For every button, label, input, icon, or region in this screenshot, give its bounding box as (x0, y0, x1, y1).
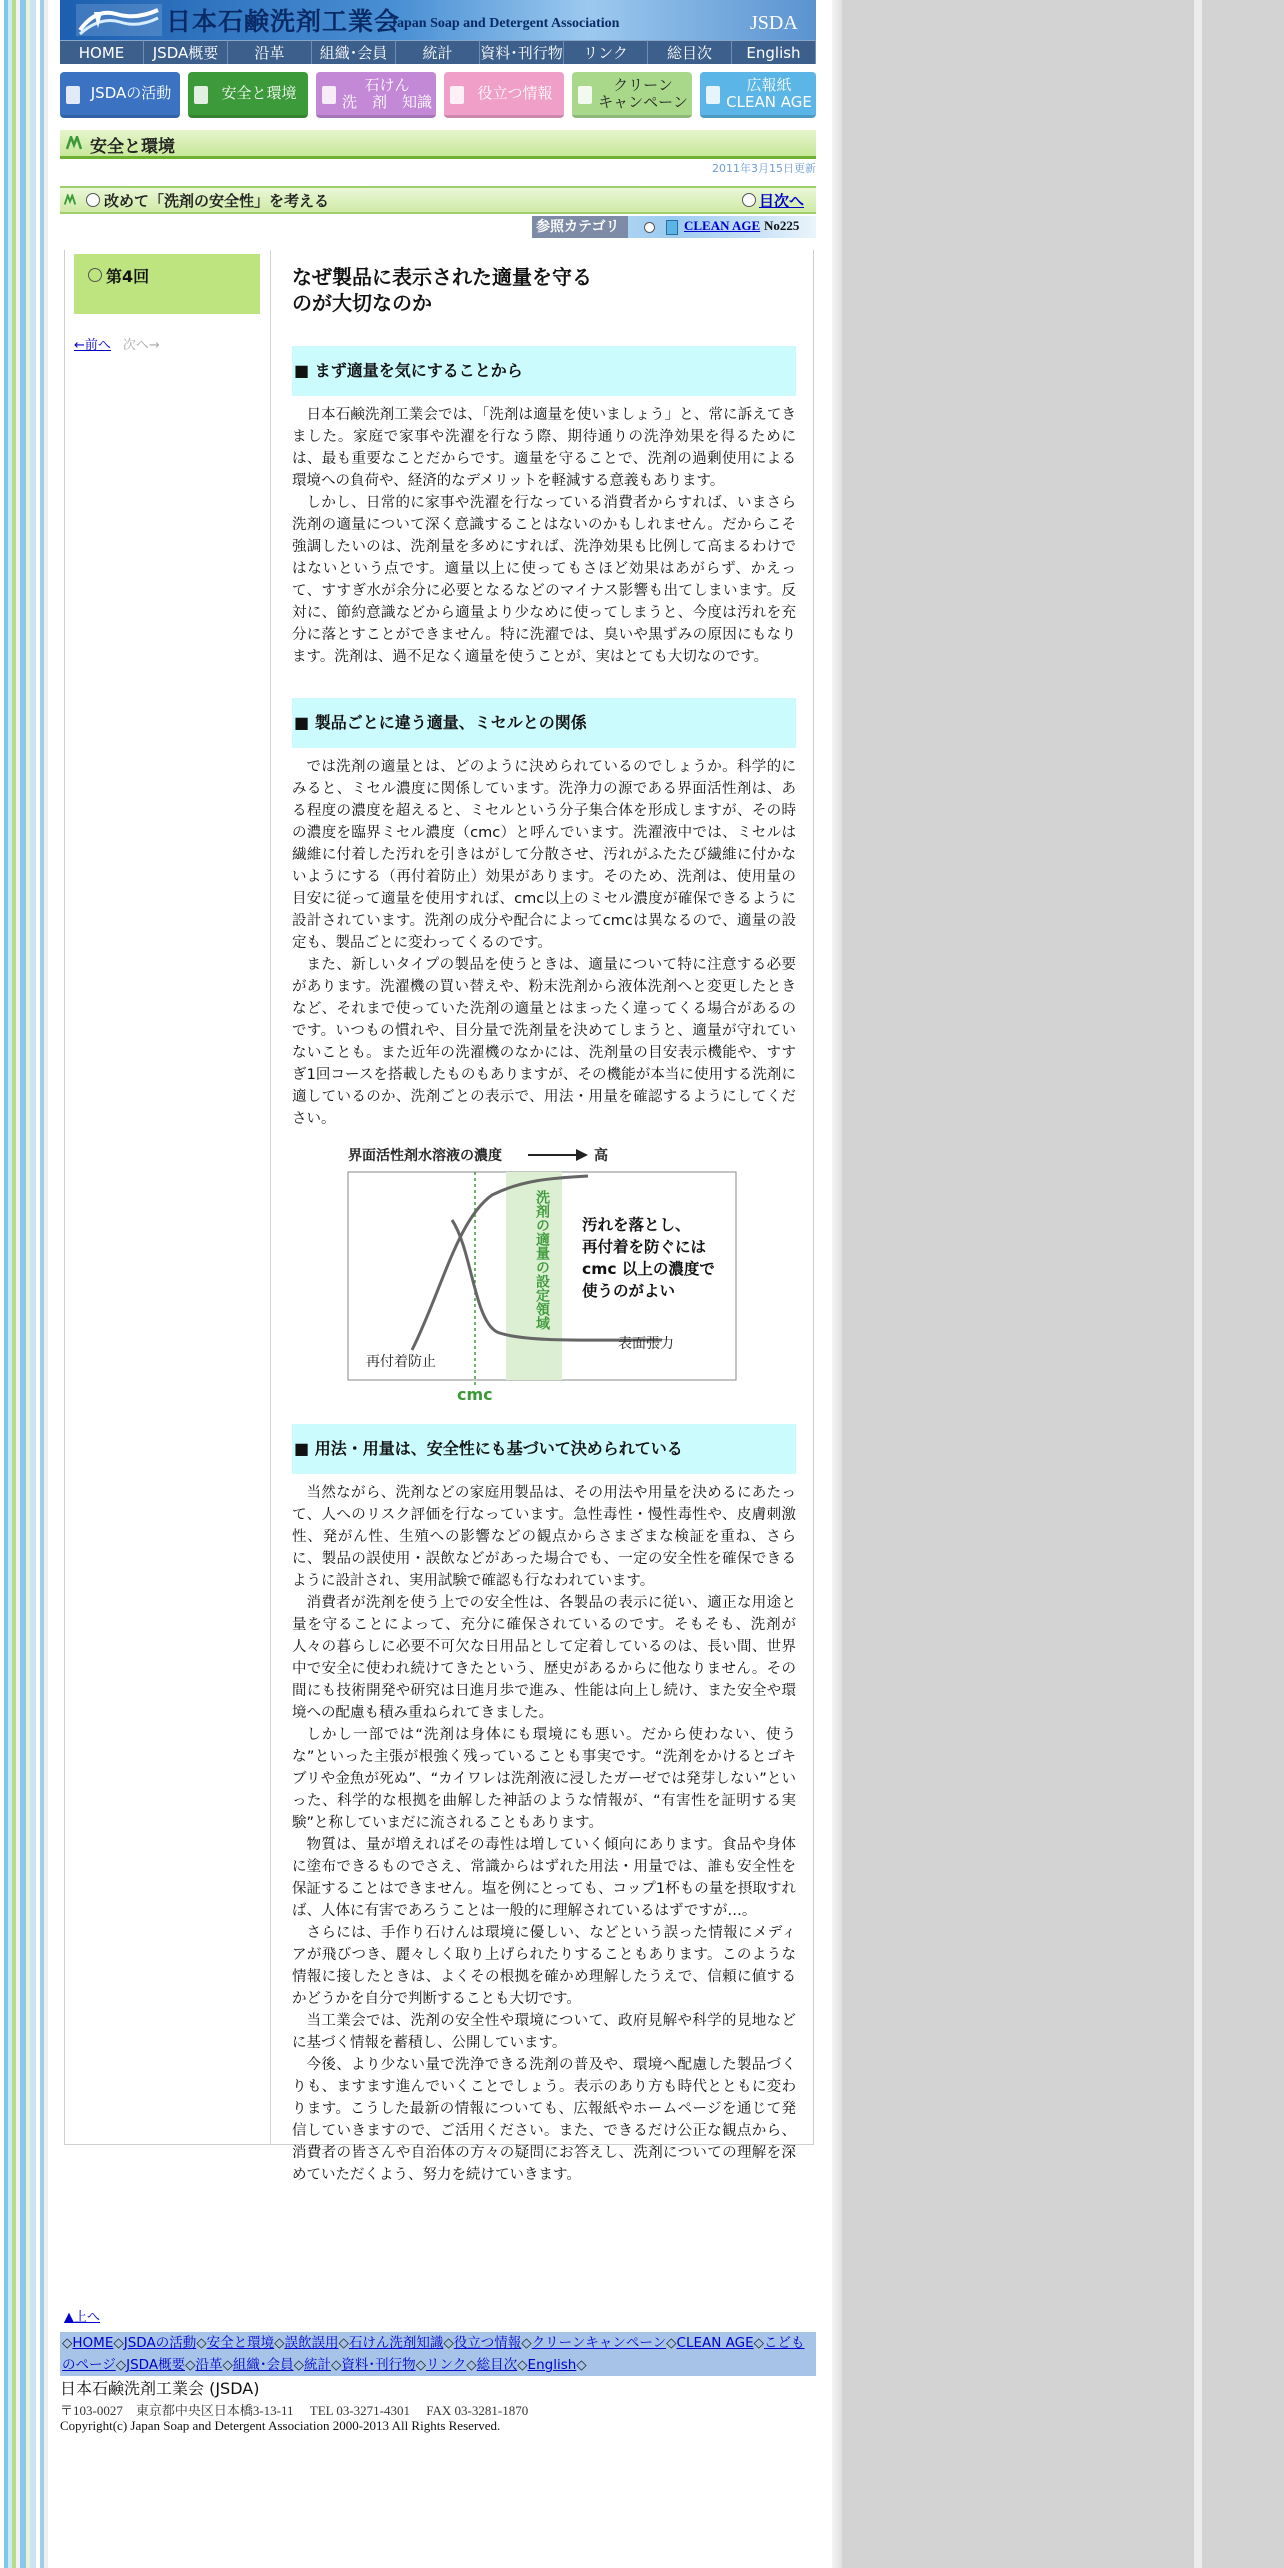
footer-link[interactable]: クリーンキャンペーン (531, 2335, 667, 2351)
prev-link[interactable]: ←前へ (74, 338, 111, 353)
cat-soap-knowledge[interactable] (316, 72, 436, 118)
article-series-title: 改めて「洗剤の安全性」を考える (104, 192, 330, 210)
toc-link[interactable]: 目次へ (758, 192, 804, 210)
footer-separator: ◇ (666, 2335, 677, 2351)
cat-useful-info[interactable] (444, 72, 564, 118)
section-icon (66, 136, 82, 150)
cmc-diagram (292, 1140, 796, 1404)
footer-separator: ◇ (415, 2357, 427, 2373)
category-icon (66, 86, 80, 104)
diagram-axis-high: 高 (594, 1148, 608, 1164)
footer-link[interactable]: English (527, 2357, 577, 2373)
topnav-statistics[interactable]: 統計 (396, 40, 480, 64)
category-icon (450, 86, 464, 104)
category-icon (322, 86, 336, 104)
section-heading-1: ■ まず適量を気にすることから (292, 346, 796, 396)
section-title-bar (60, 130, 816, 159)
category-label: 石けん 洗 剤 知識 (342, 75, 433, 111)
site-title-en: Japan Soap and Detergent Association (390, 16, 620, 31)
update-date: 2011年3月15日更新 (712, 162, 816, 175)
paragraph: では洗剤の適量とは、どのように決められているのでしょうか。科学的にみると、ミセル濃度に関係しています。洗浄力の源である界面活性剤は、ある程度の濃度を超えると、ミセルという分子集合体を形成しますが、その時の濃度を臨界ミセル濃度（cmc）と呼んでいます。洗濯液中では、ミセルは繊維に付着した汚れを引きはがして分散させ、汚れがふたたび繊維に付かないようにする（再付着防止）効果があります。そのため、洗剤は、使用量の目安に従って適量を使用すれば、cmc以上のミセル濃度が確保できるように設計されています。洗剤の成分や配合によってcmcは異なるので、適量の設定も、製品ごとに変わってくるのです。 (292, 759, 796, 951)
diagram-note-line: cmc 以上の濃度で (582, 1260, 715, 1278)
footer-separator: ◇ (576, 2357, 587, 2373)
section-title: 安全と環境 (90, 137, 175, 157)
diagram-note-line: 汚れを落とし、 (582, 1216, 691, 1234)
footer-link[interactable]: 安全と環境 (206, 2335, 275, 2351)
category-icon (706, 86, 720, 104)
footer-link[interactable]: こどものページ (62, 2335, 805, 2373)
paragraph: 物質は、量が増えればその毒性は増していく傾向にあります。食品や身体に塗布できるものでさえ、常識からはずれた用法・用量では、誰も安全性を保証することはできません。塩を例にとっても、コップ1杯もの量を摂取すれば、人体に有害であろうことは一般的に理解されているはずですが…。 (292, 1837, 796, 1919)
footer-link[interactable]: JSDA概要 (126, 2357, 186, 2373)
site-header (60, 0, 816, 40)
footer-separator: ◇ (113, 2335, 124, 2351)
paragraph: しかし一部では“洗剤は身体にも環境にも悪い。だから使わない、使うな”といった主張が根強く残っていることも事実です。“洗剤をかけるとゴキブリや金魚が死ぬ”、“カイワレは洗剤液に浸したガーゼでは発芽しない”といった、科学的な根拠を曲解した神話のような情報が、“有害性を証明する実験”と称していまだに流されることもあります。 (292, 1727, 796, 1831)
jsda-logo[interactable] (76, 4, 162, 36)
episode-box (74, 254, 260, 314)
footer-separator: ◇ (115, 2357, 127, 2373)
topnav-index[interactable]: 総目次 (648, 40, 732, 64)
section-heading-3: ■ 用法・用量は、安全性にも基づいて決められている (292, 1424, 796, 1474)
cat-jsda-activities[interactable] (60, 72, 180, 118)
category-label: クリーン キャンペーン (598, 75, 688, 111)
reference-category-bar (532, 216, 816, 257)
category-icon (194, 86, 208, 104)
top-navigation (60, 40, 816, 64)
footer-separator: ◇ (293, 2357, 304, 2373)
category-label: 役立つ情報 (477, 84, 553, 102)
diagram-axis-label: 界面活性剤水溶液の濃度 (348, 1148, 502, 1164)
reference-issue-number: No225 (764, 218, 800, 233)
article-title: なぜ製品に表示された適量を守る のが大切なのか (292, 265, 592, 315)
topnav-members[interactable]: 組織･会員 (312, 40, 396, 64)
footer-separator: ◇ (521, 2335, 532, 2351)
footer-link[interactable]: リンク (426, 2357, 467, 2373)
reference-label: 参照カテゴリ＞ (532, 216, 628, 238)
prev-next-nav (74, 334, 160, 353)
footer-separator: ◇ (274, 2335, 285, 2351)
footer-copyright: Copyright(c) Japan Soap and Detergent Association 2000-2013 All Rights Reserved. (60, 2418, 501, 2433)
episode-label: 第4回 (106, 267, 150, 286)
paragraph: さらには、手作り石けんは環境に優しい、などという誤った情報にメディアが飛びつき、麗々しく取り上げられたりすることもあります。このような情報に接したときは、よくその根拠を確かめ理解したうえで、信頼に値するかどうかを自分で判断することも大切です。 (292, 1925, 796, 2007)
paragraph: 今後、より少ない量で洗浄できる洗剤の普及や、環境へ配慮した製品づくりも、ますます進んでいくことでしょう。表示のあり方も時代とともに変わります。こうした最新の情報についても、広報紙やホームページを通じて発信していきますので、ご活用ください。また、できるだけ公正な観点から、消費者の皆さんや自治体の方々の疑問にお答えし、洗剤についての理解を深めていただくよう、努力を続けていきます。 (292, 2057, 796, 2183)
footer-link[interactable]: HOME (72, 2335, 114, 2351)
footer-link[interactable]: 沿革 (195, 2357, 223, 2373)
topnav-links[interactable]: リンク (564, 40, 648, 64)
cat-safety-environment[interactable] (188, 72, 308, 118)
next-link-disabled: 次へ→ (122, 338, 160, 353)
category-icon (578, 86, 592, 104)
footer-separator: ◇ (331, 2357, 342, 2373)
topnav-home[interactable]: HOME (60, 40, 144, 64)
circle-icon (644, 222, 655, 233)
paragraph: 当然ながら、洗剤などの家庭用製品は、その用法や用量を決めるにあたって、人へのリスク評価を行なっています。急性毒性・慢性毒性や、皮膚刺激性、発がん性、生殖への影響などの観点からさまざまな検証を重ね、さらに、製品の誤使用・誤飲などがあった場合でも、一定の安全性を確保できるように設計され、実用試験で確認も行なわれています。 (292, 1485, 796, 1589)
footer-address: 〒103-0027 東京都中央区日本橋3-13-11 TEL 03-3271-4301 FAX 03-3281-1870 (60, 2403, 529, 2418)
footer-link[interactable]: 総目次 (476, 2357, 518, 2373)
topnav-about[interactable]: JSDA概要 (144, 40, 228, 64)
optimal-range-label: 洗剤の適量の設定領域 (534, 1190, 550, 1330)
right-gray-background (832, 0, 1284, 2568)
cat-clean-campaign[interactable] (572, 72, 692, 118)
cmc-label: cmc (457, 1385, 493, 1404)
paragraph: 当工業会では、洗剤の安全性や環境について、政府見解や科学的見地などに基づく情報を蓄積し、公開しています。 (292, 2013, 796, 2051)
section-small-icon (64, 194, 76, 206)
footer-separator: ◇ (517, 2357, 528, 2373)
category-navigation (60, 72, 816, 120)
footer-link[interactable]: 石けん洗剤知識 (348, 2335, 444, 2351)
footer-link[interactable]: 資料･刊行物 (341, 2357, 416, 2373)
category-label: 安全と環境 (221, 84, 297, 102)
column-divider (270, 250, 271, 2144)
footer-separator: ◇ (443, 2335, 454, 2351)
redeposition-label: 再付着防止 (366, 1354, 436, 1370)
site-abbr: JSDA (750, 12, 798, 34)
footer-separator: ◇ (466, 2357, 477, 2373)
category-label: JSDAの活動 (90, 84, 172, 102)
footer-link[interactable]: CLEAN AGE (676, 2335, 754, 2351)
back-to-top-link[interactable]: ▲上へ (64, 2310, 100, 2325)
clean-age-icon (666, 220, 678, 235)
footer-link[interactable]: JSDAの活動 (123, 2335, 197, 2351)
footer-link[interactable]: 誤飲誤用 (284, 2335, 339, 2351)
article-body (292, 258, 796, 2186)
footer-link[interactable]: 組織･会員 (232, 2357, 294, 2373)
axis-arrow-icon (576, 1149, 588, 1161)
footer-separator: ◇ (196, 2335, 207, 2351)
footer-separator: ◇ (62, 2335, 73, 2351)
footer-separator: ◇ (222, 2357, 233, 2373)
footer-org-name: 日本石鹸洗剤工業会 (JSDA) (60, 2379, 260, 2398)
footer-separator: ◇ (338, 2335, 349, 2351)
footer-link[interactable]: 役立つ情報 (453, 2335, 522, 2351)
article-title-bar (60, 186, 816, 214)
paragraph: しかし、日常的に家事や洗濯を行なっている消費者からすれば、いまさら洗剤の適量について深く意識することはないのかもしれません。だからこそ強調したいのは、洗剤量を多めにすれば、洗浄効果も比例して高まるわけではないという点です。適量以上に使ってもさほど効果はあがらず、かえって、すすぎ水が余分に必要となるなどのマイナス影響も出てしまいます。反対に、節約意識などから適量より少なめに使ってしまうと、今度は汚れを充分に落とすことができません。特に洗濯では、臭いや黒ずみの原因にもなります。洗剤は、過不足なく適量を使うことが、実はとても大切なのです。 (292, 495, 796, 665)
reference-category-link[interactable]: CLEAN AGE (684, 218, 761, 233)
section-heading-2: ■ 製品ごとに違う適量、ミセルとの関係 (292, 698, 796, 748)
footer-links (60, 2332, 816, 2376)
cat-clean-age[interactable] (700, 72, 816, 118)
footer-link[interactable]: 統計 (304, 2357, 331, 2373)
paragraph: 消費者が洗剤を使う上での安全性は、各製品の表示に従い、適正な用途と量を守ることによって、充分に確保されているのです。そもそも、洗剤が人々の暮らしに必要不可欠な日用品として定着しているのは、長い間、世界中で安全に使われ続けてきたという、歴史があるからに他なりません。その間にも技術開発や研究は日進月歩で進み、性能は向上し続け、また安全や環境への配慮も積み重ねられてきました。 (292, 1595, 796, 1721)
topnav-publications[interactable]: 資料･刊行物 (480, 40, 564, 64)
paragraph: また、新しいタイプの製品を使うときは、適量について特に注意する必要があります。洗濯機の買い替えや、粉末洗剤から液体洗剤へと変更したときなど、それまで使っていた洗剤の適量とはまったく違ってくる場合があるのです。いつもの慣れや、目分量で洗剤量を決めてしまうと、適量が守れていないことも。また近年の洗濯機のなかには、洗剤量の目安表示機能や、すすぎ1回コースを搭載したものもありますが、その機能が本当に使用する洗剤に適しているのか、洗剤ごとの表示で、用法・用量を確認するようにしてください。 (292, 957, 796, 1127)
episode-circle-icon (88, 268, 102, 282)
topnav-history[interactable]: 沿革 (228, 40, 312, 64)
bullet-circle-icon (86, 193, 100, 207)
footer-separator: ◇ (753, 2335, 764, 2351)
next-circle-icon (742, 193, 756, 207)
footer-separator: ◇ (185, 2357, 196, 2373)
category-label: 広報紙 CLEAN AGE (726, 75, 812, 111)
surface-tension-label: 表面張力 (618, 1336, 674, 1352)
topnav-english[interactable]: English (732, 40, 816, 64)
diagram-note-line: 再付着を防ぐには (582, 1238, 707, 1256)
paragraph: 日本石鹸洗剤工業会では、「洗剤は適量を使いましょう」と、常に訴えてきました。家庭で家事や洗濯を行なう際、期待通りの洗浄効果を得るためには、最も重要なことだからです。適量を守ることで、洗剤の過剰使用による環境への負荷や、経済的なデメリットを軽減する意義もあります。 (292, 407, 796, 489)
left-decorative-stripes (0, 0, 48, 2568)
diagram-note-line: 使うのがよい (582, 1282, 676, 1300)
site-title-jp: 日本石鹸洗剤工業会 (166, 7, 401, 36)
